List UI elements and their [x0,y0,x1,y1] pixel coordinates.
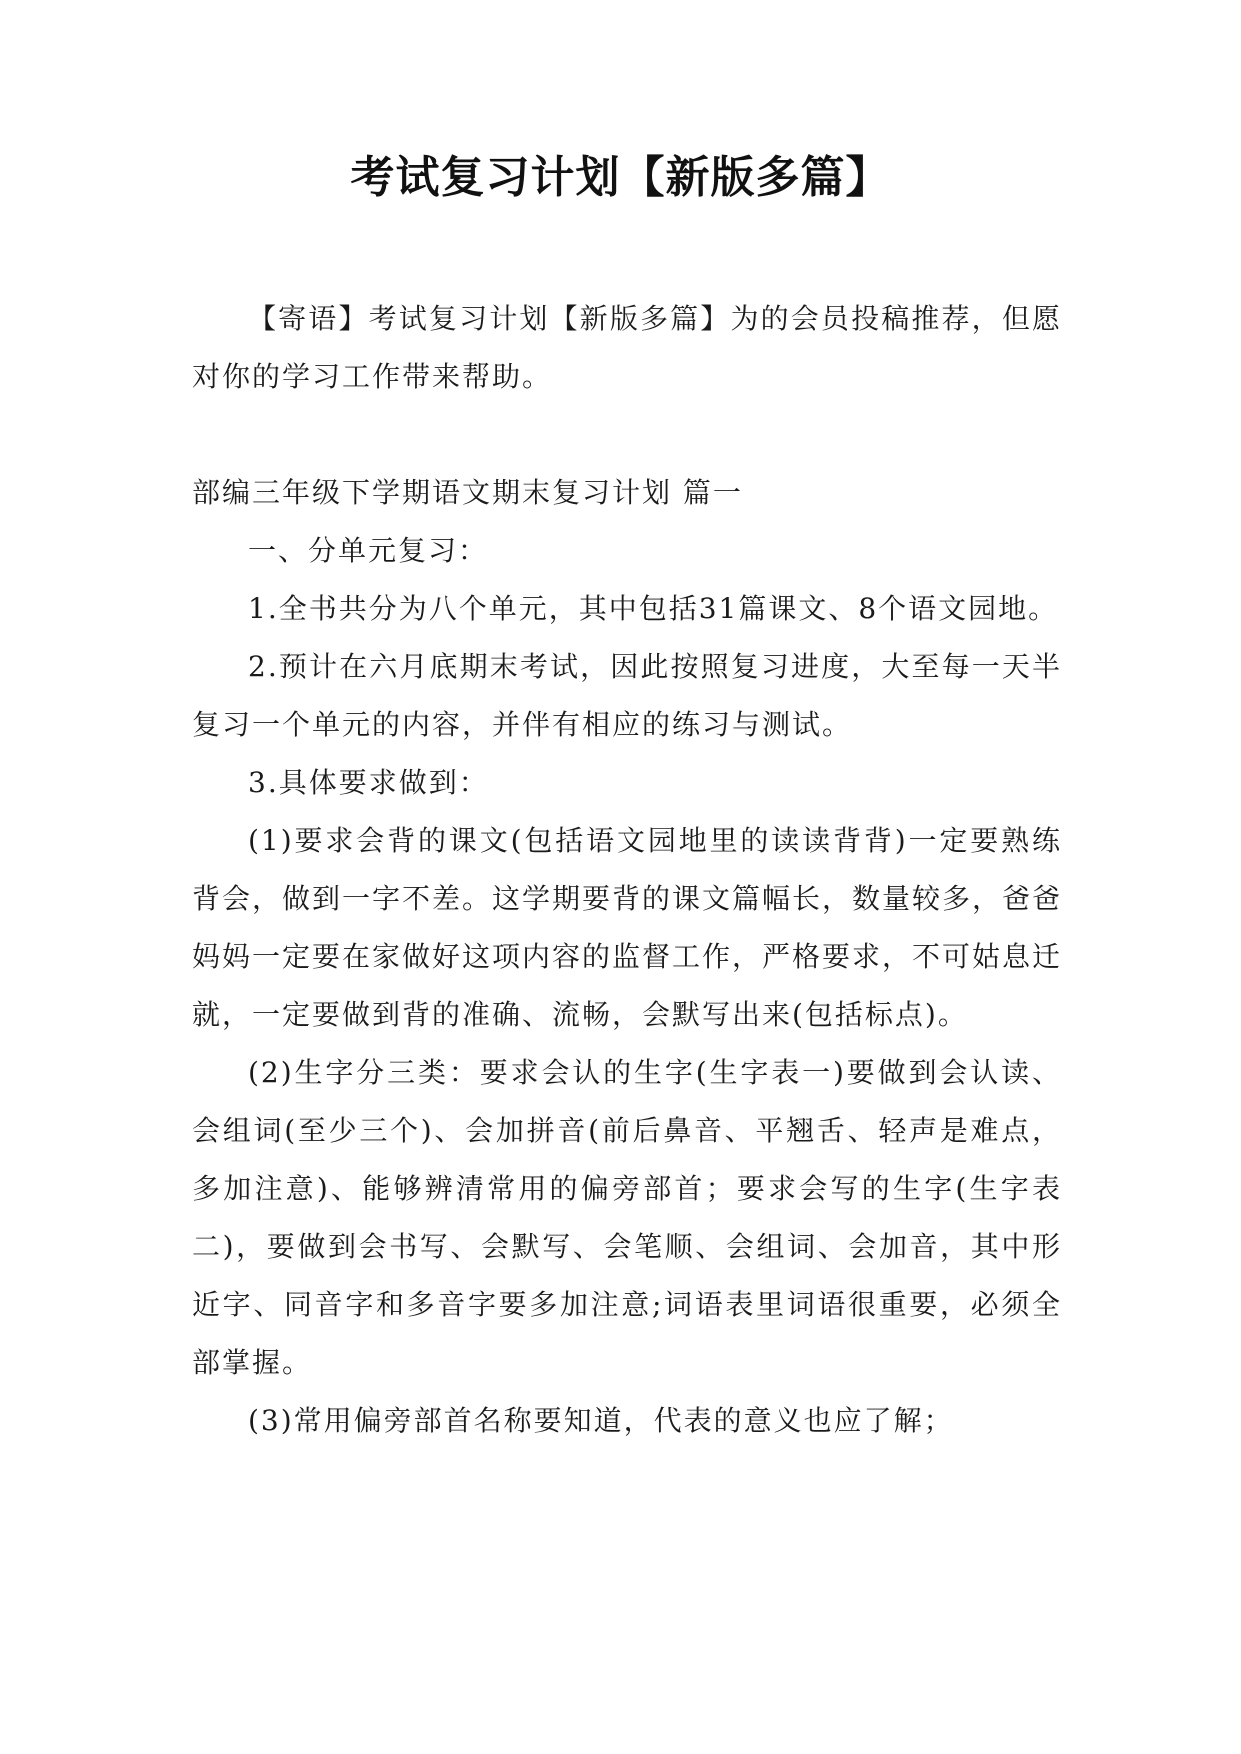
paragraph-item-1: 1.全书共分为八个单元，其中包括31篇课文、8个语文园地。 [248,592,1059,625]
document-title: 考试复习计划【新版多篇】 [350,152,891,203]
paragraph-subitem-1: (1)要求会背的课文(包括语文园地里的读读背背)一定要熟练背会，做到一字不差。这学期要背的课文篇幅长，数量较多，爸爸妈妈一定要在家做好这项内容的监督工作，严格要求，不可姑息迁就，一定要做到背的准确、流畅，会默写出来(包括标点)。 [192,824,1063,1031]
paragraph-item-2: 2.预计在六月底期末考试，因此按照复习进度，大至每一天半复习一个单元的内容，并伴有相应的练习与测试。 [192,650,1062,741]
foreword-block [192,290,1062,406]
paragraph-item-3: 3.具体要求做到： [248,766,489,799]
paragraph-unit-review: 一、分单元复习： [248,534,489,567]
section-block [192,464,1062,1450]
foreword-paragraph: 【寄语】考试复习计划【新版多篇】为的会员投稿推荐，但愿对你的学习工作带来帮助。 [192,302,1062,393]
paragraph-subitem-3: (3)常用偏旁部首名称要知道，代表的意义也应了解； [248,1404,954,1437]
section-heading: 部编三年级下学期语文期末复习计划 篇一 [192,476,743,509]
paragraph-subitem-2: (2)生字分三类：要求会认的生字(生字表一)要做到会认读、会组词(至少三个)、会加拼音(前后鼻音、平翘舌、轻声是难点，多加注意)、能够辨清常用的偏旁部首；要求会写的生字(生字表二)，要做到会书写、会默写、会笔顺、会组词、会加音，其中形近字、同音字和多音字要多加注意;词语表里词语很重要，必须全部掌握。 [192,1056,1062,1379]
